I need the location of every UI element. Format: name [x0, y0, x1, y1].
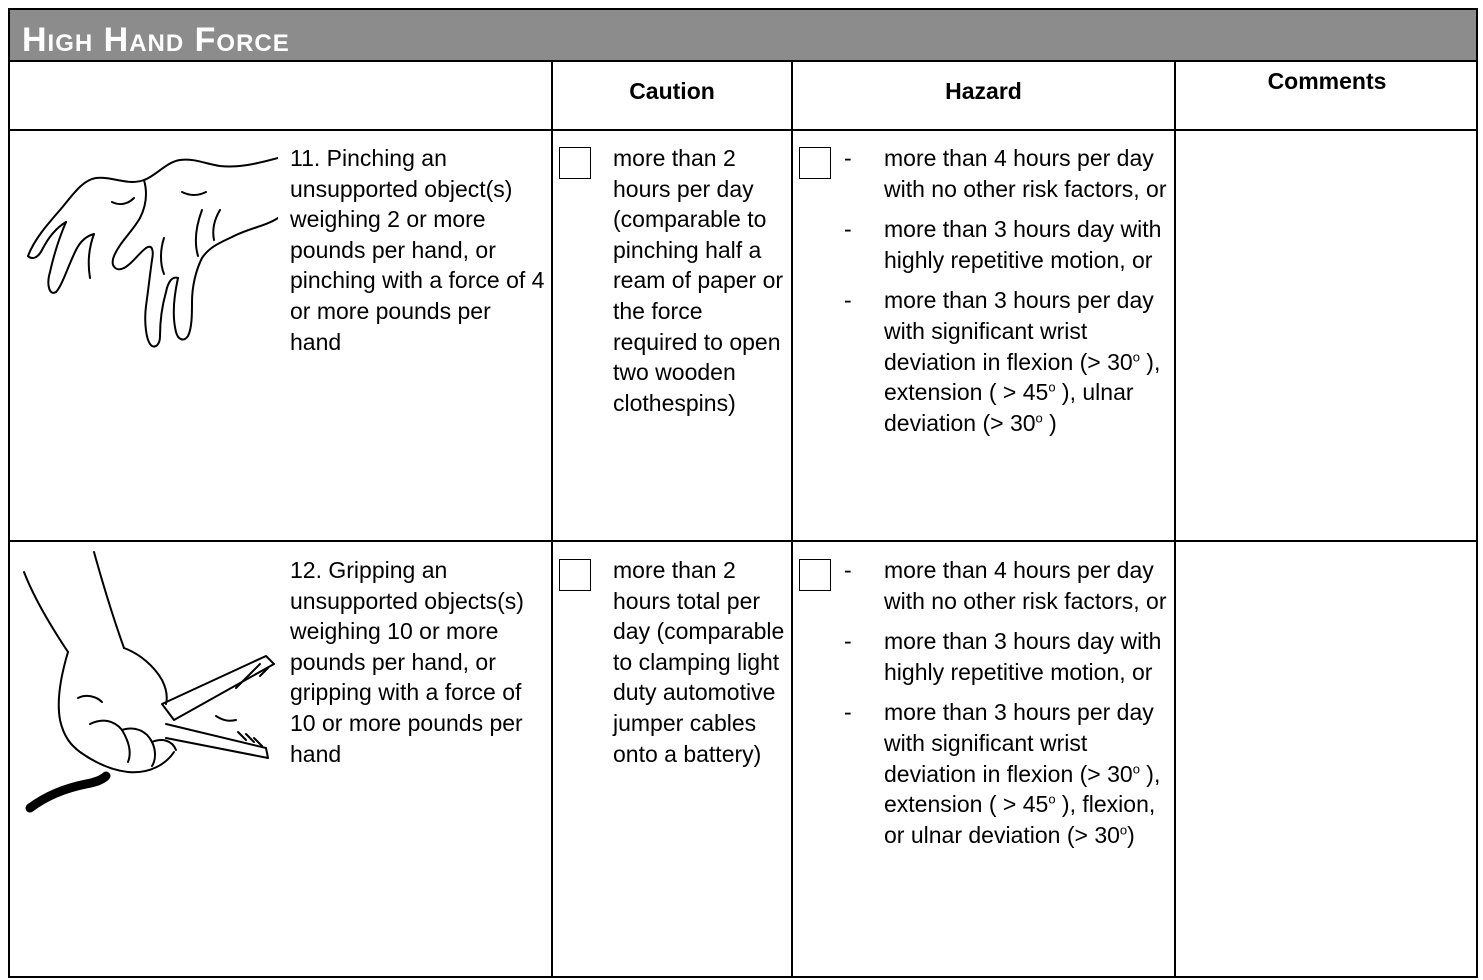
header-comments: Comments — [1267, 68, 1387, 94]
hazard-item: - more than 3 hours per day with significant wrist deviation in flexion (> $30^o$ ), extension ( > $45^o$ ), flexion, or ulnar deviation (> $30^o$) — [844, 699, 1161, 848]
gripping-hand-with-clamp-icon — [16, 548, 280, 818]
column-divider — [791, 62, 793, 978]
caution-checkbox-12[interactable] — [559, 559, 591, 591]
hazard-item: - more than 4 hours per day with no other risk factors, or — [844, 145, 1167, 202]
caution-text-11: more than 2 hours per day (comparable to pinching half a ream of paper or the force required to open two wooden clothespins) — [613, 145, 784, 416]
hazard-item: - more than 3 hours day with highly repetitive motion, or — [844, 628, 1162, 685]
pinching-hand-icon — [16, 146, 278, 366]
caution-text-12: more than 2 hours total per day (comparable to clamping light duty automotive jumper cables onto a battery) — [613, 557, 785, 767]
risk-factor-12: 12. Gripping an unsupported objects(s) weighing 10 or more pounds per hand, or gripping with a force of 10 or more pounds per hand — [290, 557, 524, 767]
hazard-list-11 — [844, 143, 1170, 448]
header-hazard: Hazard — [945, 78, 1022, 104]
column-divider — [1174, 62, 1176, 978]
section-title: High Hand Force — [22, 21, 290, 59]
row-divider — [10, 129, 1476, 131]
risk-factor-11: 11. Pinching an unsupported object(s) weighing 2 or more pounds per hand, or pinching with a force of 4 or more pounds per hand — [290, 145, 545, 355]
hazard-list-12 — [844, 555, 1170, 860]
hazard-item: - more than 4 hours per day with no other risk factors, or — [844, 557, 1167, 614]
hazard-checkbox-12[interactable] — [799, 559, 831, 591]
caution-checkbox-11[interactable] — [559, 147, 591, 179]
hazard-checkbox-11[interactable] — [799, 147, 831, 179]
section-title-bar — [10, 10, 1476, 62]
column-divider — [551, 62, 553, 978]
hazard-item: - more than 3 hours per day with significant wrist deviation in flexion (> $30^o$ ), extension ( > $45^o$ ), ulnar deviation (> $30^o$ ) — [844, 287, 1161, 436]
hazard-item: - more than 3 hours day with highly repetitive motion, or — [844, 216, 1162, 273]
header-caution: Caution — [629, 78, 715, 104]
high-hand-force-table — [8, 8, 1478, 978]
row-divider — [10, 540, 1476, 542]
